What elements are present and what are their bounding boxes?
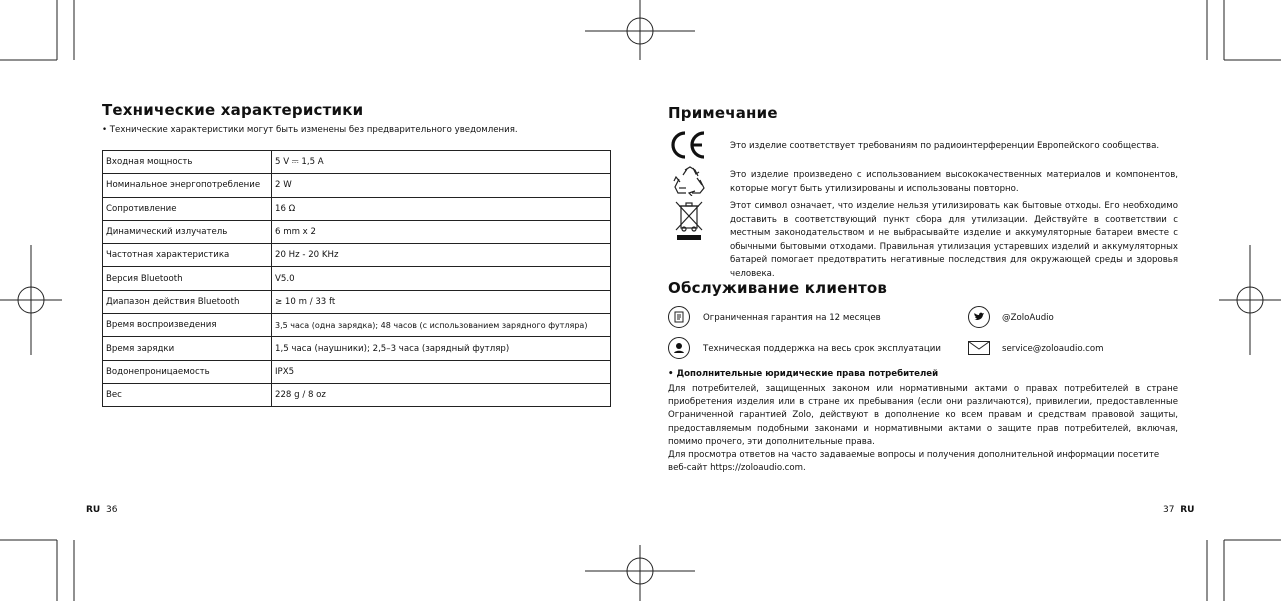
spec-label: Сопротивление	[103, 197, 272, 220]
weee-bin-icon	[672, 200, 706, 242]
spec-value: 20 Hz - 20 KHz	[272, 244, 611, 267]
spec-value: IPX5	[272, 360, 611, 383]
note-text: Это изделие произведено с использованием высококачественных материалов и компонентов, которые могут быть утилизированы и использованы повторно.	[730, 170, 1178, 194]
recycle-icon	[673, 166, 707, 196]
service-email: service@zoloaudio.com	[1002, 344, 1104, 354]
service-title: Обслуживание клиентов	[668, 279, 888, 297]
spec-label: Диапазон действия Bluetooth	[103, 290, 272, 313]
spec-value: 1,5 часа (наушники); 2,5–3 часа (зарядный футляр)	[272, 337, 611, 360]
table-row	[103, 337, 611, 360]
lang-code: RU	[86, 505, 101, 515]
twitter-icon	[968, 306, 990, 328]
support-icon	[668, 337, 690, 359]
spec-value: 228 g / 8 oz	[272, 383, 611, 406]
legal-text: Для потребителей, защищенных законом или нормативными актами о правах потребителей в стране приобретения изделия или в стране их пребывания (если они различаются), привилегии, предоставленные Ограниченной гарантией Zolo, действуют в дополнение ко всем правам и средствам правовой защиты, предоставляемым подобными законами и нормативными актами о защите прав потребителей, включая, помимо прочего, эти дополнительные права.	[668, 384, 1178, 447]
table-row	[103, 151, 611, 174]
ce-mark-icon	[670, 130, 708, 160]
table-row	[103, 360, 611, 383]
page-number: 37	[1163, 505, 1175, 515]
table-row	[103, 290, 611, 313]
spec-note: • Технические характеристики могут быть изменены без предварительного уведомления.	[102, 125, 518, 135]
spec-label: Номинальное энергопотребление	[103, 174, 272, 197]
spec-value: 16 Ω	[272, 197, 611, 220]
spec-label: Частотная характеристика	[103, 244, 272, 267]
note-text: Это изделие соответствует требованиям по радиоинтерференции Европейского сообщества.	[730, 141, 1160, 151]
service-support: Техническая поддержка на весь срок эксплуатации	[703, 344, 941, 354]
spec-value: 5 V ⎓ 1,5 A	[272, 151, 611, 174]
faq-text: Для просмотра ответов на часто задаваемые вопросы и получения дополнительной информации посетите веб-сайт https://zoloaudio.com.	[668, 450, 1160, 474]
table-row	[103, 244, 611, 267]
note-text: Этот символ означает, что изделие нельзя утилизировать как бытовые отходы. Его необходимо доставить в соответствующий пункт сбора для утилизации. Действуйте в соответствии с местным законодательством и не выбрасывайте изделие и аккумуляторные батареи вместе с обычными бытовыми отходами. Правильная утилизация устаревших изделий и аккумуляторных батарей помогает предотвратить негативные последствия для окружающей среды и здоровья человека.	[730, 201, 1178, 279]
page-number: 36	[105, 505, 118, 515]
spec-label: Время воспроизведения	[103, 314, 272, 337]
spec-value: V5.0	[272, 267, 611, 290]
spec-label: Динамический излучатель	[103, 220, 272, 243]
spec-label: Версия Bluetooth	[103, 267, 272, 290]
legal-heading: • Дополнительные юридические права потребителей	[668, 369, 939, 379]
right-page-footer	[1163, 505, 1194, 515]
table-row	[103, 220, 611, 243]
table-row	[103, 174, 611, 197]
lang-code: RU	[1180, 505, 1195, 515]
note-ce	[668, 130, 1178, 164]
spec-value: 3,5 часа (одна зарядка); 48 часов (с использованием зарядного футляра)	[272, 314, 611, 337]
spec-title: Технические характеристики	[102, 101, 364, 119]
table-row	[103, 267, 611, 290]
note-title: Примечание	[668, 104, 778, 122]
email-icon	[968, 341, 990, 355]
warranty-icon	[668, 306, 690, 328]
service-warranty: Ограниченная гарантия на 12 месяцев	[703, 313, 881, 323]
spec-label: Входная мощность	[103, 151, 272, 174]
table-row	[103, 197, 611, 220]
spec-label: Водонепроницаемость	[103, 360, 272, 383]
note-recycle	[668, 164, 1178, 200]
note-weee	[668, 200, 1178, 279]
service-twitter: @ZoloAudio	[1002, 313, 1054, 323]
table-row	[103, 314, 611, 337]
left-page-footer	[86, 505, 117, 515]
spec-value: 6 mm x 2	[272, 220, 611, 243]
spec-value: 2 W	[272, 174, 611, 197]
spec-value: ≥ 10 m / 33 ft	[272, 290, 611, 313]
spec-label: Вес	[103, 383, 272, 406]
spec-label: Время зарядки	[103, 337, 272, 360]
spec-table	[102, 150, 611, 407]
table-row	[103, 383, 611, 406]
